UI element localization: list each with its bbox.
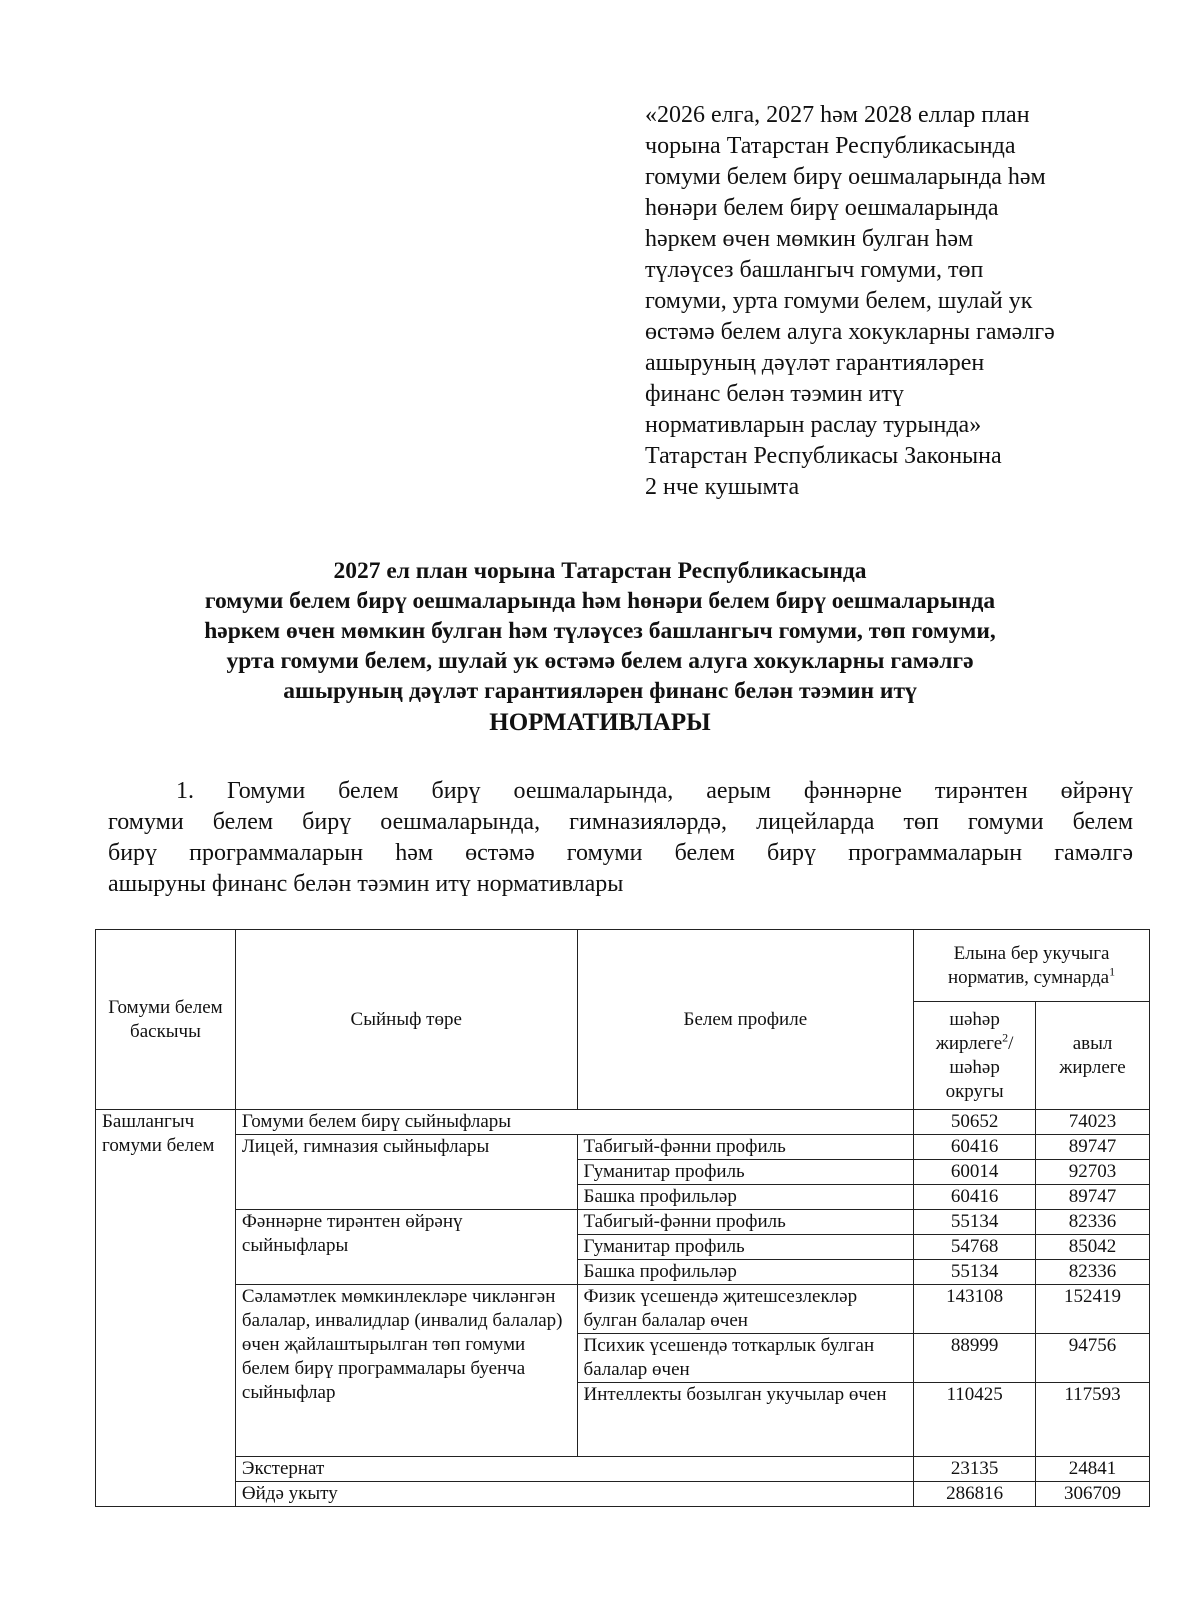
header-line: түләүсез башлангыч гомуми, төп	[645, 257, 984, 283]
class-type-cell: Өйдә укыту	[235, 1482, 913, 1507]
profile-cell: Гуманитар профиль	[577, 1160, 914, 1185]
rural-value: 82336	[1036, 1210, 1150, 1235]
table-row	[96, 1110, 1150, 1135]
paragraph-line: 1. Гомуми белем бирү оешмаларында, аерым фәннәрне тирәнтен өйрәнү	[176, 778, 1133, 804]
urban-value: 60416	[914, 1185, 1036, 1210]
header-line: Татарстан Республикасы Законына	[645, 443, 1002, 469]
table-row	[96, 1285, 1150, 1334]
urban-value: 286816	[914, 1482, 1036, 1507]
paragraph-line: ашыруны финанс белән тәэмин итү нормативлары	[108, 871, 624, 897]
urban-value: 50652	[914, 1110, 1036, 1135]
paragraph-line: гомуми белем бирү оешмаларында, гимназияләрдә, лицейларда төп гомуми белем	[108, 809, 1133, 835]
header-line: чорына Татарстан Республикасында	[645, 133, 1016, 159]
urban-value: 60014	[914, 1160, 1036, 1185]
urban-value: 110425	[914, 1383, 1036, 1457]
header-norm	[914, 930, 1150, 1002]
rural-value: 24841	[1036, 1457, 1150, 1482]
rural-value: 82336	[1036, 1260, 1150, 1285]
class-type-cell: Гомуми белем бирү сыйныфлары	[235, 1110, 913, 1135]
profile-cell: Башка профильләр	[577, 1185, 914, 1210]
header-urban-a: шәһәр жирлеге	[935, 1008, 1003, 1054]
header-line: нормативларын раслау турында»	[645, 412, 982, 438]
title-line: гомуми белем бирү оешмаларында һәм һөнәри белем бирү оешмаларында	[204, 588, 996, 614]
section-1-paragraph	[108, 776, 1133, 900]
rural-value: 92703	[1036, 1160, 1150, 1185]
norms-table	[95, 929, 1150, 1507]
class-type-cell: Лицей, гимназия сыйныфлары	[235, 1135, 577, 1210]
rural-value: 117593	[1036, 1383, 1150, 1457]
table-row	[96, 1457, 1150, 1482]
urban-value: 60416	[914, 1135, 1036, 1160]
table-row	[96, 1135, 1150, 1160]
rural-value: 306709	[1036, 1482, 1150, 1507]
urban-value: 55134	[914, 1210, 1036, 1235]
title-line: һәркем өчен мөмкин булган һәм түләүсез башлангыч гомуми, төп гомуми,	[204, 618, 996, 644]
header-profile: Белем профиле	[577, 930, 914, 1110]
footnote-mark: 2	[1002, 1030, 1009, 1045]
header-line: финанс белән тәэмин итү	[645, 381, 904, 407]
title-line: урта гомуми белем, шулай ук өстәмә белем алуга хокукларны гамәлгә	[226, 648, 974, 674]
table-row	[96, 1210, 1150, 1235]
header-level: Гомуми белем баскычы	[96, 930, 236, 1110]
header-norm-text: Елына бер укучыга норматив, сумнарда	[948, 942, 1110, 988]
profile-cell: Психик үсешендә тоткарлык булган балалар өчен	[577, 1334, 914, 1383]
rural-value: 94756	[1036, 1334, 1150, 1383]
title-line: 2027 ел план чорына Татарстан Республикасында	[333, 558, 867, 584]
header-rural: авыл жирлеге	[1036, 1002, 1150, 1110]
urban-value: 23135	[914, 1457, 1036, 1482]
table-row	[96, 1482, 1150, 1507]
header-line: ашыруның дәүләт гарантияләрен	[645, 350, 985, 376]
profile-cell: Башка профильләр	[577, 1260, 914, 1285]
urban-value: 143108	[914, 1285, 1036, 1334]
document-title	[40, 556, 1160, 740]
header-line: 2 нче кушымта	[645, 474, 800, 500]
footnote-mark: 1	[1109, 964, 1116, 979]
header-line: өстәмә белем алуга хокукларны гамәлгә	[645, 319, 1055, 345]
header-urban-b: / шәһәр округы	[945, 1032, 1014, 1102]
profile-cell: Табигый-фәнни профиль	[577, 1135, 914, 1160]
rural-value: 74023	[1036, 1110, 1150, 1135]
class-type-cell: Сәламәтлек мөмкинлекләре чикләнгән балалар, инвалидлар (инвалид балалар) өчен җайлаштырылган төп гомуми белем бирү программалары буенча сыйныфлар	[235, 1285, 577, 1457]
header-line: «2026 елга, 2027 һәм 2028 еллар план	[645, 102, 1030, 128]
rural-value: 89747	[1036, 1135, 1150, 1160]
class-type-cell: Экстернат	[235, 1457, 913, 1482]
urban-value: 54768	[914, 1235, 1036, 1260]
header-line: гомуми белем бирү оешмаларында һәм	[645, 164, 1046, 190]
appendix-header	[645, 100, 1165, 503]
paragraph-line: бирү программаларын һәм өстәмә гомуми белем бирү программаларын гамәлгә	[108, 840, 1133, 866]
title-line: ашыруның дәүләт гарантияләрен финанс белән тәэмин итү	[283, 678, 917, 704]
urban-value: 88999	[914, 1334, 1036, 1383]
header-line: һөнәри белем бирү оешмаларында	[645, 195, 999, 221]
title-main: НОРМАТИВЛАРЫ	[489, 709, 711, 736]
rural-value: 152419	[1036, 1285, 1150, 1334]
urban-value: 55134	[914, 1260, 1036, 1285]
header-line: һәркем өчен мөмкин булган һәм	[645, 226, 974, 252]
profile-cell: Гуманитар профиль	[577, 1235, 914, 1260]
header-class-type: Сыйныф төре	[235, 930, 577, 1110]
header-urban	[914, 1002, 1036, 1110]
profile-cell: Физик үсешендә җитешсезлекләр булган балалар өчен	[577, 1285, 914, 1334]
class-type-cell: Фәннәрне тирәнтен өйрәнү сыйныфлары	[235, 1210, 577, 1285]
profile-cell: Интеллекты бозылган укучылар өчен	[577, 1383, 914, 1457]
level-cell: Башлангыч гомуми белем	[96, 1110, 236, 1507]
profile-cell: Табигый-фәнни профиль	[577, 1210, 914, 1235]
header-line: гомуми, урта гомуми белем, шулай ук	[645, 288, 1033, 314]
rural-value: 89747	[1036, 1185, 1150, 1210]
rural-value: 85042	[1036, 1235, 1150, 1260]
